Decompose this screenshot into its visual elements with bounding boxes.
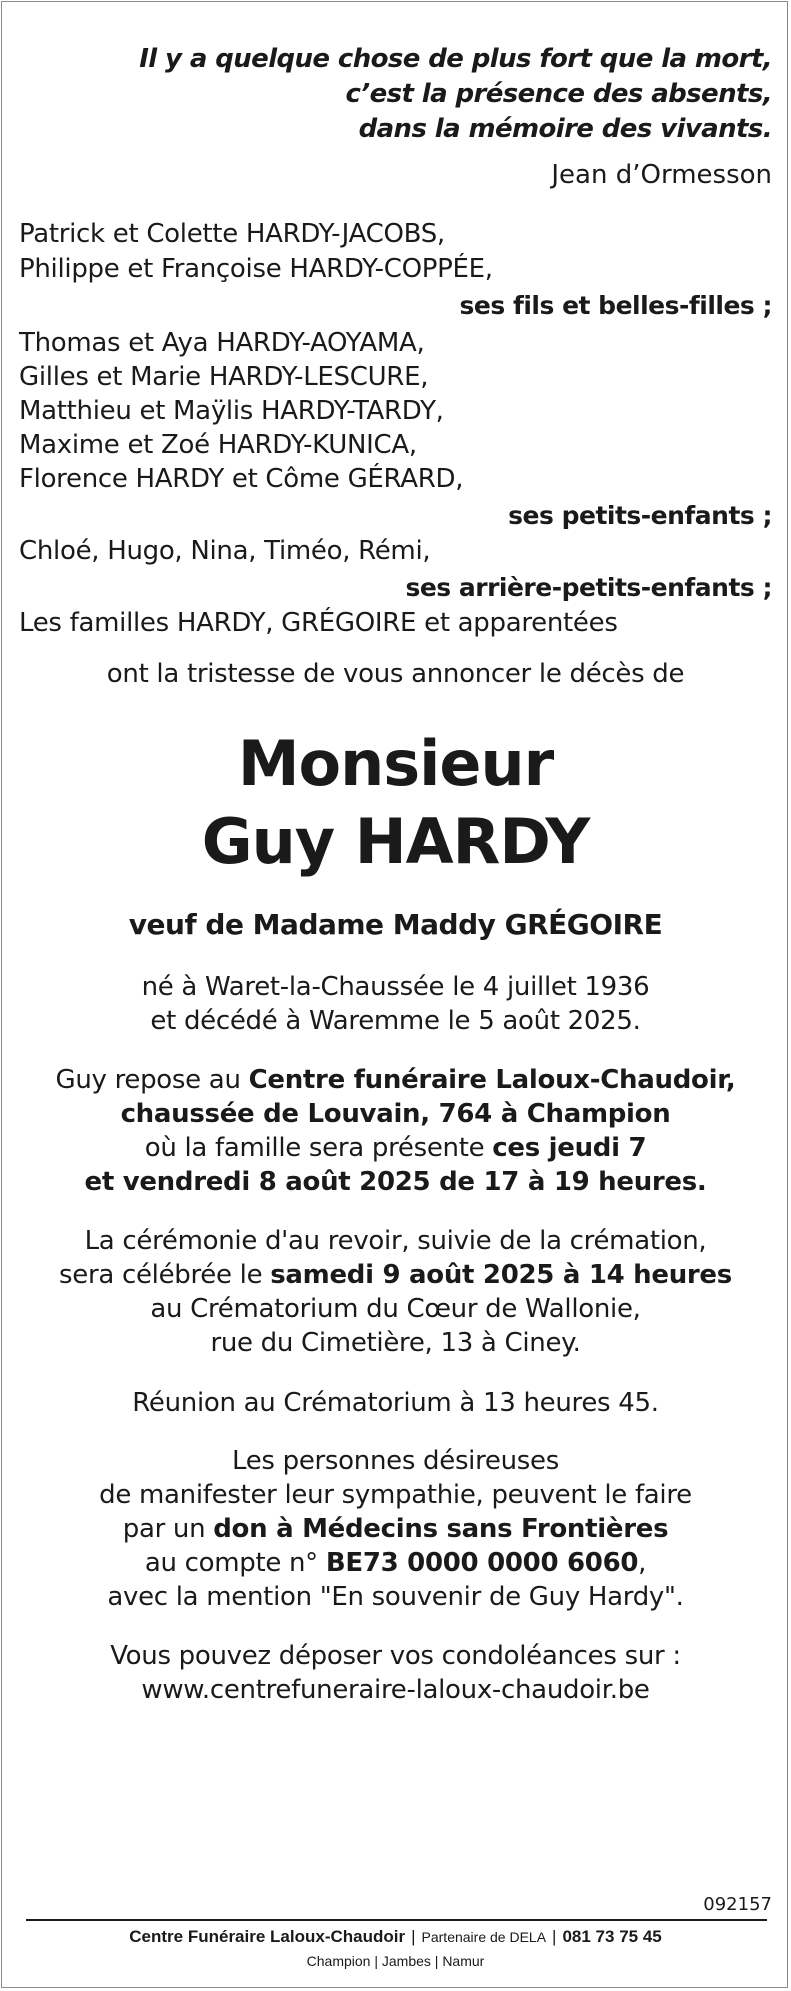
condolences-line: Vous pouvez déposer vos condoléances sur : [110,1641,681,1671]
donation-line: de manifester leur sympathie, peuvent le faire [99,1480,692,1510]
family-line: Thomas et Aya HARDY-AOYAMA, [19,328,425,358]
family-line: Florence HARDY et Côme GÉRARD, [19,464,464,494]
condolences-url[interactable]: www.centrefuneraire-laloux-chaudoir.be [141,1675,650,1705]
ceremony-line [19,1258,772,1293]
donation-line: Les personnes désireuses [232,1446,559,1476]
family-line: Patrick et Colette HARDY-JACOBS, [19,219,445,249]
ceremony-line: au Crématorium du Cœur de Wallonie, [150,1294,641,1324]
ceremony-text: sera célébrée le [59,1260,271,1290]
relation-label: ses petits-enfants ; [508,501,772,530]
footer-locations: Champion | Jambes | Namur [306,1953,485,1969]
family-line: Gilles et Marie HARDY-LESCURE, [19,362,429,392]
ceremony-line: La cérémonie d'au revoir, suivie de la crémation, [84,1226,707,1256]
donation-text: au compte n° [144,1548,326,1578]
donation-account: BE73 0000 0000 6060 [325,1548,639,1578]
quote-author: Jean d’Ormesson [551,160,772,190]
rest-text: où la famille sera présente [144,1133,493,1163]
deceased-name: Guy HARDY [201,805,590,878]
death-line: et décédé à Waremme le 5 août 2025. [150,1006,641,1036]
footer-company: Centre Funéraire Laloux-Chaudoir [129,1927,406,1946]
rest-address: chaussée de Louvain, 764 à Champion [120,1099,671,1129]
footer-separator: | [411,1927,416,1946]
ceremony-line: rue du Cimetière, 13 à Ciney. [210,1328,581,1358]
rest-hours: et vendredi 8 août 2025 de 17 à 19 heures. [84,1167,707,1197]
family-line: Chloé, Hugo, Nina, Timéo, Rémi, [19,536,431,566]
family-line: Maxime et Zoé HARDY-KUNICA, [19,430,417,460]
donation-text: , [638,1548,647,1578]
reference-number: 092157 [703,1894,772,1915]
epigraph-quote [72,42,772,147]
donation-line [19,1512,772,1547]
announcement: ont la tristesse de vous annoncer le décès de [106,659,685,689]
donation-charity: don à Médecins sans Frontières [213,1514,669,1544]
rest-line [19,1131,772,1166]
rest-dates: ces jeudi 7 [492,1133,647,1163]
donation-line [19,1546,772,1581]
widower-line: veuf de Madame Maddy GRÉGOIRE [128,908,663,941]
relation-label: ses arrière-petits-enfants ; [405,573,772,602]
donation-line: avec la mention "En souvenir de Guy Hardy". [107,1582,684,1612]
footer-phone: 081 73 75 45 [562,1927,662,1946]
meeting-line: Réunion au Crématorium à 13 heures 45. [132,1388,659,1418]
deceased-title: Monsieur [237,727,554,800]
birth-line: né à Waret-la-Chaussée le 4 juillet 1936 [141,972,650,1002]
donation-text: par un [122,1514,214,1544]
quote-line: Il y a quelque chose de plus fort que la mort, [139,44,772,74]
family-line: Matthieu et Maÿlis HARDY-TARDY, [19,396,444,426]
footer-partner: Partenaire de DELA [421,1929,547,1945]
rest-text: Guy repose au [55,1065,249,1095]
relation-label: ses fils et belles-filles ; [459,291,772,320]
quote-line: c’est la présence des absents, [345,79,772,109]
family-line: Les familles HARDY, GRÉGOIRE et apparentées [19,608,618,638]
rest-place: Centre funéraire Laloux-Chaudoir, [248,1065,736,1095]
family-line: Philippe et Françoise HARDY-COPPÉE, [19,254,493,284]
footer-divider [26,1919,767,1921]
ceremony-date: samedi 9 août 2025 à 14 heures [270,1260,732,1290]
rest-line [19,1063,772,1098]
footer-separator: | [552,1927,557,1946]
footer-company-line [19,1926,772,1948]
quote-line: dans la mémoire des vivants. [358,114,772,144]
